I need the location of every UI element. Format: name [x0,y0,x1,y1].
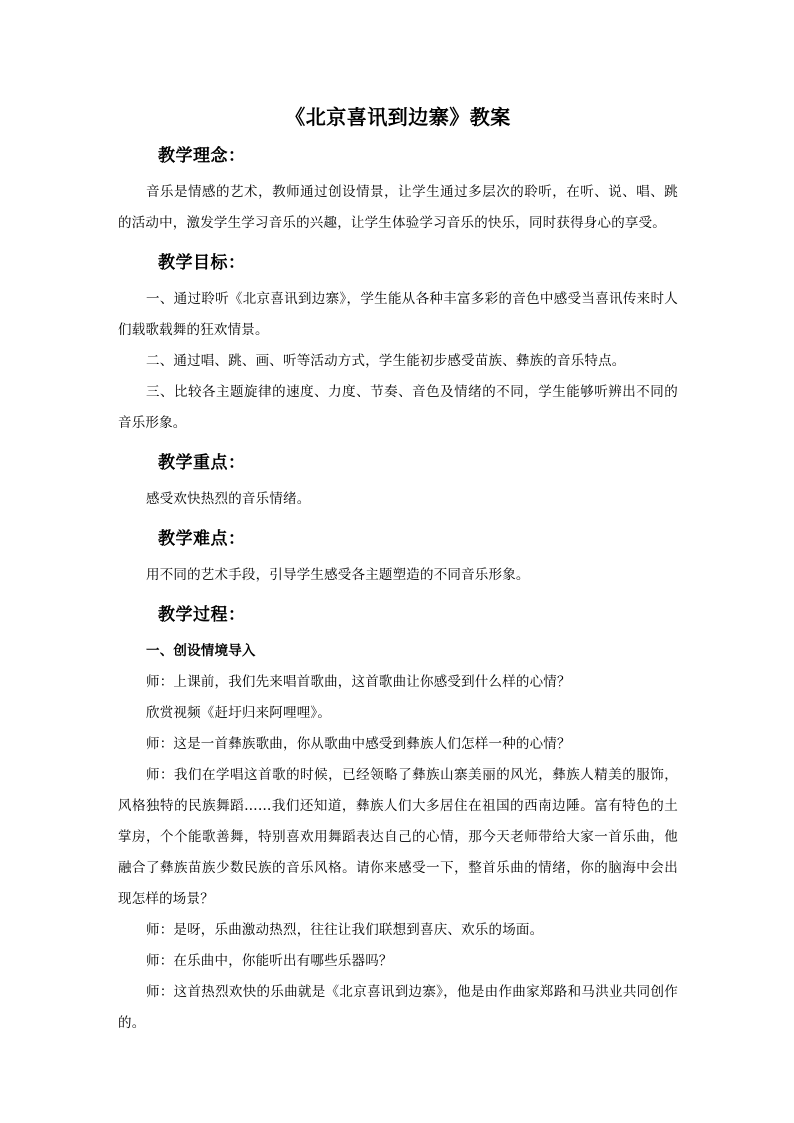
subheading-process-intro: 一、创设情境导入 [146,643,256,659]
paragraph-goal-3: 三、比较各主题旋律的速度、力度、节奏、音色及情绪的不同，学生能够听辨出不同的音乐形象。 [118,384,678,431]
heading-key-points: 教学重点： [158,453,246,473]
paragraph-process-1: 师：上课前，我们先来唱首歌曲，这首歌曲让你感受到什么样的心情？ [146,674,571,690]
paragraph-goal-1: 一、通过聆听《北京喜讯到边寨》，学生能从各种丰富多彩的音色中感受当喜讯传来时人们载歌载舞的狂欢情景。 [118,291,678,338]
paragraph-key-point-1: 感受欢快热烈的音乐情绪。 [146,491,311,507]
heading-teaching-process: 教学过程： [158,605,246,625]
paragraph-process-4: 师：我们在学唱这首歌的时候，已经领略了彝族山寨美丽的风光，彝族人精美的服饰，风格独特的民族舞蹈……我们还知道，彝族人们大多居住在祖国的西南边陲。富有特色的土掌房，个个能歌善舞，特别喜欢用舞蹈表达自己的心情，那今天老师带给大家一首乐曲，他融合了彝族苗族少数民族的音乐风格。请你来感受一下，整首乐曲的情绪，你的脑海中会出现怎样的场景？ [118,767,678,907]
paragraph-process-2: 欣赏视频《赶圩归来阿哩哩》。 [146,705,332,721]
paragraph-concept-1: 音乐是情感的艺术，教师通过创设情景，让学生通过多层次的聆听，在听、说、唱、跳的活动中，激发学生学习音乐的兴趣，让学生体验学习音乐的快乐，同时获得身心的享受。 [118,184,678,231]
heading-difficulties: 教学难点： [158,529,246,549]
heading-teaching-goals: 教学目标： [158,253,246,273]
heading-teaching-concept: 教学理念： [158,146,246,166]
paragraph-process-3: 师：这是一首彝族歌曲，你从歌曲中感受到彝族人们怎样一种的心情？ [146,736,571,752]
paragraph-process-7: 师：这首热烈欢快的乐曲就是《北京喜讯到边寨》，他是由作曲家郑路和马洪业共同创作的。 [118,984,678,1031]
paragraph-process-5: 师：是呀，乐曲激动热烈，往往让我们联想到喜庆、欢乐的场面。 [146,922,544,938]
document-title: 《北京喜讯到边寨》教案 [285,105,511,129]
paragraph-difficulty-1: 用不同的艺术手段，引导学生感受各主题塑造的不同音乐形象。 [146,567,530,583]
document-content [118,102,678,1039]
paragraph-process-6: 师：在乐曲中，你能听出有哪些乐器吗？ [146,953,393,969]
paragraph-goal-2: 二、通过唱、跳、画、听等活动方式，学生能初步感受苗族、彝族的音乐特点。 [146,353,626,369]
